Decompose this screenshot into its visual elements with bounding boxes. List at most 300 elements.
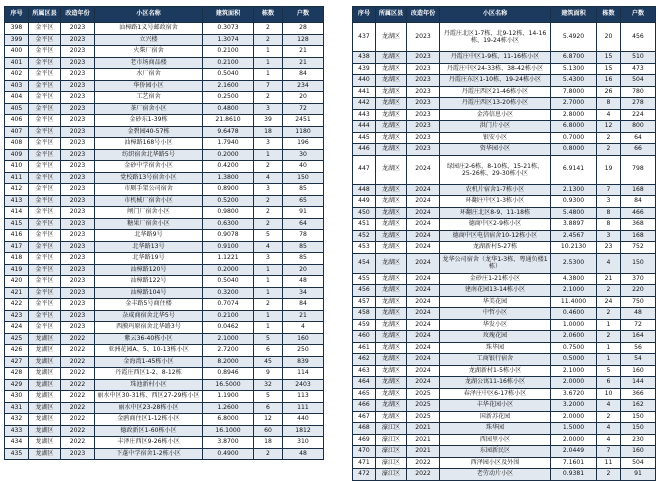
district-cell: 龙湖区 (29, 333, 61, 345)
households-cell: 72 (283, 103, 324, 115)
households-cell: 128 (283, 34, 324, 46)
community-name-cell: 绿园庄2-6栋、8-10栋、15-21栋、25-26栋、29-30栋小区 (440, 155, 551, 184)
community-name-cell: 北华路9号 (95, 230, 203, 242)
col-header-buildings: 栋数 (254, 7, 283, 23)
buildings-cell: 19 (597, 155, 621, 184)
table-row (353, 273, 656, 285)
district-cell: 金平区 (29, 126, 61, 138)
col-header-community: 小区名称 (440, 7, 551, 23)
area-cell: 2.0000 (551, 377, 597, 389)
district-cell: 龙湖区 (29, 414, 61, 426)
year-cell: 2023 (61, 448, 95, 460)
buildings-cell: 12 (254, 414, 283, 426)
buildings-cell: 8 (597, 98, 621, 110)
households-cell: 224 (621, 109, 656, 121)
households-cell: 48 (621, 308, 656, 320)
left-renovation-table (4, 6, 324, 460)
buildings-cell: 2 (254, 207, 283, 219)
index-cell: 422 (5, 299, 29, 311)
year-cell: 2023 (407, 23, 440, 52)
table-row (353, 388, 656, 400)
year-cell: 2023 (407, 75, 440, 87)
year-cell: 2023 (61, 34, 95, 46)
index-cell: 406 (5, 115, 29, 127)
table-row (353, 296, 656, 308)
year-cell: 2023 (407, 86, 440, 98)
buildings-cell: 4 (597, 423, 621, 435)
table-row (353, 75, 656, 87)
table-row (5, 34, 324, 46)
buildings-cell: 2 (597, 285, 621, 297)
table-row (353, 365, 656, 377)
district-cell: 龙湖区 (376, 377, 407, 389)
right-header-row (353, 7, 656, 23)
year-cell: 2023 (61, 299, 95, 311)
index-cell: 411 (5, 172, 29, 184)
community-name-cell: 亚洲花园A、5、10-13栋小区 (95, 345, 203, 357)
buildings-cell: 2 (254, 299, 283, 311)
community-name-cell: 洪门片小区 (440, 121, 551, 133)
buildings-cell: 3 (597, 230, 621, 242)
year-cell: 2023 (61, 172, 95, 184)
year-cell: 2024 (407, 331, 440, 343)
index-cell: 443 (353, 109, 376, 121)
index-cell: 408 (5, 138, 29, 150)
households-cell: 366 (621, 388, 656, 400)
households-cell: 85 (283, 184, 324, 196)
table-row (5, 299, 324, 311)
buildings-cell: 3 (597, 196, 621, 208)
buildings-cell: 1 (597, 342, 621, 354)
district-cell: 龙湖区 (29, 368, 61, 380)
left-table-panel (4, 6, 323, 460)
area-cell: 0.2100 (203, 57, 254, 69)
year-cell: 2024 (407, 296, 440, 308)
index-cell: 425 (5, 333, 29, 345)
buildings-cell: 3 (254, 184, 283, 196)
district-cell: 金平区 (29, 322, 61, 334)
buildings-cell: 3 (254, 138, 283, 150)
index-cell: 472 (353, 469, 376, 481)
area-cell: 0.9381 (551, 469, 597, 481)
district-cell: 龙湖区 (376, 52, 407, 64)
year-cell: 2023 (61, 69, 95, 81)
year-cell: 2023 (61, 287, 95, 299)
community-name-cell: 茶厂宿舍小区 (95, 103, 203, 115)
district-cell: 龙湖区 (376, 121, 407, 133)
table-row (353, 121, 656, 133)
buildings-cell: 1 (597, 354, 621, 366)
area-cell: 21.8610 (203, 115, 254, 127)
index-cell: 444 (353, 121, 376, 133)
buildings-cell: 24 (597, 296, 621, 308)
area-cell: 0.2000 (203, 264, 254, 276)
year-cell: 2023 (407, 144, 440, 156)
district-cell: 金平区 (29, 172, 61, 184)
area-cell: 0.7000 (551, 132, 597, 144)
index-cell: 453 (353, 242, 376, 254)
community-name-cell: 中哲小区 (440, 308, 551, 320)
community-name-cell: 丹霞庄中区24-33栋、38-42栋小区 (440, 63, 551, 75)
households-cell: 4 (283, 322, 324, 334)
area-cell: 1.2600 (203, 402, 254, 414)
index-cell: 415 (5, 218, 29, 230)
households-cell: 20 (283, 264, 324, 276)
community-name-cell: 德商中区2-9栋小区 (440, 219, 551, 231)
index-cell: 434 (5, 437, 29, 449)
buildings-cell: 2 (597, 132, 621, 144)
area-cell: 3.8897 (551, 219, 597, 231)
community-name-cell: 东园新民区 (440, 446, 551, 458)
left-header-row (5, 7, 324, 23)
buildings-cell: 26 (597, 86, 621, 98)
buildings-cell: 11 (597, 457, 621, 469)
table-row (353, 331, 656, 343)
community-name-cell: 市厕手架公司宿舍 (95, 184, 203, 196)
community-name-cell: 丰华花园小区 (440, 400, 551, 412)
index-cell: 439 (353, 63, 376, 75)
buildings-cell: 2 (597, 308, 621, 320)
community-name-cell: 立兴楼 (95, 34, 203, 46)
area-cell: 2.1000 (551, 285, 597, 297)
households-cell: 1180 (283, 126, 324, 138)
year-cell: 2022 (61, 437, 95, 449)
index-cell: 458 (353, 308, 376, 320)
year-cell: 2021 (407, 423, 440, 435)
table-row (353, 207, 656, 219)
table-row (5, 356, 324, 368)
households-cell: 780 (621, 86, 656, 98)
community-name-cell: 华发小区 (440, 319, 551, 331)
buildings-cell: 8 (597, 207, 621, 219)
col-header-households: 户数 (621, 7, 656, 23)
households-cell: 114 (283, 368, 324, 380)
index-cell: 410 (5, 161, 29, 173)
index-cell: 470 (353, 446, 376, 458)
year-cell: 2023 (61, 276, 95, 288)
households-cell: 21 (283, 310, 324, 322)
table-row (353, 242, 656, 254)
community-name-cell: 金鸥商住区1-12栋小区 (95, 414, 203, 426)
year-cell: 2022 (61, 425, 95, 437)
index-cell: 430 (5, 391, 29, 403)
buildings-cell: 1 (254, 149, 283, 161)
index-cell: 435 (5, 448, 29, 460)
households-cell: 150 (621, 423, 656, 435)
year-cell: 2023 (61, 207, 95, 219)
community-name-cell: 党校路13号宿舍小区 (95, 172, 203, 184)
district-cell: 金平区 (29, 276, 61, 288)
year-cell: 2023 (61, 126, 95, 138)
community-name-cell: 西园里小区 (440, 434, 551, 446)
year-cell: 2023 (61, 46, 95, 58)
district-cell: 龙湖区 (29, 402, 61, 414)
households-cell: 368 (621, 219, 656, 231)
district-cell: 龙湖区 (376, 308, 407, 320)
buildings-cell: 2 (597, 144, 621, 156)
index-cell: 403 (5, 80, 29, 92)
year-cell: 2022 (61, 333, 95, 345)
table-row (5, 92, 324, 104)
households-cell: 220 (621, 285, 656, 297)
table-row (353, 469, 656, 481)
buildings-cell: 4 (254, 172, 283, 184)
households-cell: 504 (621, 457, 656, 469)
table-row (353, 377, 656, 389)
area-cell: 16.1000 (203, 425, 254, 437)
district-cell: 龙湖区 (376, 296, 407, 308)
index-cell: 465 (353, 388, 376, 400)
table-row (353, 184, 656, 196)
table-row (5, 276, 324, 288)
district-cell: 金平区 (29, 69, 61, 81)
year-cell: 2023 (61, 115, 95, 127)
community-name-cell: 农机片宿舍1-7栋小区 (440, 184, 551, 196)
index-cell: 456 (353, 285, 376, 297)
district-cell: 龙湖区 (376, 388, 407, 400)
year-cell: 2021 (407, 446, 440, 458)
year-cell: 2024 (407, 377, 440, 389)
area-cell: 0.9300 (551, 196, 597, 208)
index-cell: 471 (353, 457, 376, 469)
index-cell: 407 (5, 126, 29, 138)
households-cell: 798 (621, 155, 656, 184)
households-cell: 20 (283, 92, 324, 104)
table-row (353, 109, 656, 121)
area-cell: 0.5040 (203, 276, 254, 288)
year-cell: 2023 (61, 149, 95, 161)
index-cell: 421 (5, 287, 29, 299)
district-cell: 龙湖区 (29, 448, 61, 460)
district-cell: 龙湖区 (376, 75, 407, 87)
district-cell: 龙湖区 (376, 342, 407, 354)
district-cell: 龙湖区 (376, 155, 407, 184)
table-row (5, 207, 324, 219)
district-cell: 濠江区 (376, 469, 407, 481)
community-name-cell: 丹霞庄中区1-9栋、11-16栋小区 (440, 52, 551, 64)
buildings-cell: 3 (254, 103, 283, 115)
households-cell: 85 (283, 241, 324, 253)
area-cell: 0.5200 (203, 195, 254, 207)
index-cell: 459 (353, 319, 376, 331)
area-cell: 1.3800 (203, 172, 254, 184)
table-row (353, 319, 656, 331)
year-cell: 2024 (407, 285, 440, 297)
area-cell: 2.1600 (203, 80, 254, 92)
community-name-cell: 金涛信息小区 (440, 109, 551, 121)
buildings-cell: 20 (597, 23, 621, 52)
area-cell: 1.3074 (203, 34, 254, 46)
year-cell: 2023 (61, 253, 95, 265)
households-cell: 84 (283, 69, 324, 81)
district-cell: 龙湖区 (376, 23, 407, 52)
area-cell: 6.9141 (551, 155, 597, 184)
index-cell: 431 (5, 402, 29, 414)
district-cell: 龙湖区 (376, 285, 407, 297)
index-cell: 451 (353, 219, 376, 231)
area-cell: 5.4800 (551, 207, 597, 219)
year-cell: 2023 (407, 52, 440, 64)
right-table-panel (352, 6, 655, 481)
table-row (353, 253, 656, 273)
households-cell: 839 (283, 356, 324, 368)
district-cell: 金平区 (29, 230, 61, 242)
year-cell: 2023 (61, 57, 95, 69)
table-row (5, 322, 324, 334)
buildings-cell: 2 (254, 92, 283, 104)
community-name-cell: 老劳动片小区 (440, 469, 551, 481)
table-row (5, 149, 324, 161)
households-cell: 2403 (283, 379, 324, 391)
district-cell: 金平区 (29, 184, 61, 196)
year-cell: 2023 (61, 161, 95, 173)
buildings-cell: 1 (254, 69, 283, 81)
table-row (5, 195, 324, 207)
households-cell: 150 (621, 411, 656, 423)
table-row (5, 391, 324, 403)
index-cell: 447 (353, 155, 376, 184)
buildings-cell: 16 (597, 75, 621, 87)
community-name-cell: 丹霞庄北区1-7栋、北9-12栋、14-16栋、19-24栋小区 (440, 23, 551, 52)
index-cell: 416 (5, 230, 29, 242)
households-cell: 466 (621, 207, 656, 219)
buildings-cell: 10 (597, 388, 621, 400)
index-cell: 440 (353, 75, 376, 87)
households-cell: 2451 (283, 115, 324, 127)
table-row (5, 368, 324, 380)
buildings-cell: 6 (254, 345, 283, 357)
area-cell: 2.0449 (551, 446, 597, 458)
col-header-year: 改造年份 (61, 7, 95, 23)
buildings-cell: 7 (597, 446, 621, 458)
area-cell: 0.8900 (203, 184, 254, 196)
area-cell: 1.1900 (203, 391, 254, 403)
table-row (5, 425, 324, 437)
households-cell: 64 (283, 218, 324, 230)
buildings-cell: 5 (254, 333, 283, 345)
district-cell: 濠江区 (376, 434, 407, 446)
index-cell: 442 (353, 98, 376, 110)
buildings-cell: 32 (254, 379, 283, 391)
households-cell: 164 (621, 331, 656, 343)
district-cell: 龙湖区 (29, 437, 61, 449)
area-cell: 0.4800 (203, 103, 254, 115)
area-cell: 2.1000 (551, 365, 597, 377)
buildings-cell: 45 (254, 356, 283, 368)
index-cell: 414 (5, 207, 29, 219)
index-cell: 464 (353, 377, 376, 389)
district-cell: 龙湖区 (376, 230, 407, 242)
district-cell: 龙湖区 (29, 379, 61, 391)
buildings-cell: 2 (254, 161, 283, 173)
buildings-cell: 4 (597, 253, 621, 273)
households-cell: 310 (283, 437, 324, 449)
area-cell: 0.2100 (203, 46, 254, 58)
year-cell: 2024 (407, 319, 440, 331)
households-cell: 160 (283, 333, 324, 345)
district-cell: 龙湖区 (376, 132, 407, 144)
col-header-buildings: 栋数 (597, 7, 621, 23)
index-cell: 419 (5, 264, 29, 276)
index-cell: 455 (353, 273, 376, 285)
index-cell: 429 (5, 379, 29, 391)
households-cell: 162 (621, 400, 656, 412)
table-row (5, 310, 324, 322)
index-cell: 448 (353, 184, 376, 196)
area-cell: 2.4567 (551, 230, 597, 242)
buildings-cell: 1 (254, 57, 283, 69)
table-row (5, 241, 324, 253)
index-cell: 441 (353, 86, 376, 98)
community-name-cell: 市机械厂宿舍小区 (95, 195, 203, 207)
community-name-cell: 丹霞庄东区1-10栋、19-24栋小区 (440, 75, 551, 87)
buildings-cell: 2 (254, 218, 283, 230)
community-name-cell: 华美花园 (440, 296, 551, 308)
district-cell: 金平区 (29, 310, 61, 322)
area-cell: 0.6300 (203, 218, 254, 230)
buildings-cell: 1 (254, 264, 283, 276)
table-row (5, 218, 324, 230)
households-cell: 21 (283, 57, 324, 69)
community-name-cell: 龙华公司宿舍（龙华1-3栋、粤通负楼1栋） (440, 253, 551, 273)
table-row (353, 423, 656, 435)
households-cell: 196 (283, 138, 324, 150)
area-cell: 2.8000 (551, 109, 597, 121)
year-cell: 2023 (407, 109, 440, 121)
buildings-cell: 15 (597, 63, 621, 75)
area-cell: 0.8946 (203, 368, 254, 380)
table-row (5, 57, 324, 69)
community-name-cell: 丰泽庄西区9-26栋小区 (95, 437, 203, 449)
area-cell: 2.7200 (203, 345, 254, 357)
buildings-cell: 4 (597, 400, 621, 412)
area-cell: 0.3073 (203, 23, 254, 35)
community-name-cell: 德商中区电信宿舍10-12栋小区 (440, 230, 551, 242)
year-cell: 2022 (61, 379, 95, 391)
households-cell: 800 (621, 121, 656, 133)
buildings-cell: 15 (597, 52, 621, 64)
area-cell: 1.7940 (203, 138, 254, 150)
buildings-cell: 8 (597, 219, 621, 231)
area-cell: 4.3800 (551, 273, 597, 285)
area-cell: 5.4300 (551, 75, 597, 87)
table-row (5, 333, 324, 345)
index-cell: 427 (5, 356, 29, 368)
year-cell: 2023 (61, 103, 95, 115)
district-cell: 龙湖区 (376, 63, 407, 75)
buildings-cell: 7 (597, 184, 621, 196)
households-cell: 34 (283, 287, 324, 299)
district-cell: 金平区 (29, 264, 61, 276)
table-row (353, 457, 656, 469)
community-name-cell: 银安小区 (440, 132, 551, 144)
district-cell: 龙湖区 (376, 331, 407, 343)
households-cell: 1812 (283, 425, 324, 437)
community-name-cell: 丹霞庄西区13-20栋小区 (440, 98, 551, 110)
buildings-cell: 9 (254, 368, 283, 380)
district-cell: 金平区 (29, 115, 61, 127)
table-row (353, 230, 656, 242)
community-name-cell: 下蓬中学宿舍1-2栋小区 (95, 448, 203, 460)
community-name-cell: 火柴厂宿舍 (95, 46, 203, 58)
buildings-cell: 4 (597, 434, 621, 446)
year-cell: 2021 (407, 434, 440, 446)
community-name-cell: 工艺宿舍 (95, 92, 203, 104)
area-cell: 2.0000 (551, 434, 597, 446)
col-header-year: 改造年份 (407, 7, 440, 23)
district-cell: 金平区 (29, 241, 61, 253)
households-cell: 78 (283, 230, 324, 242)
